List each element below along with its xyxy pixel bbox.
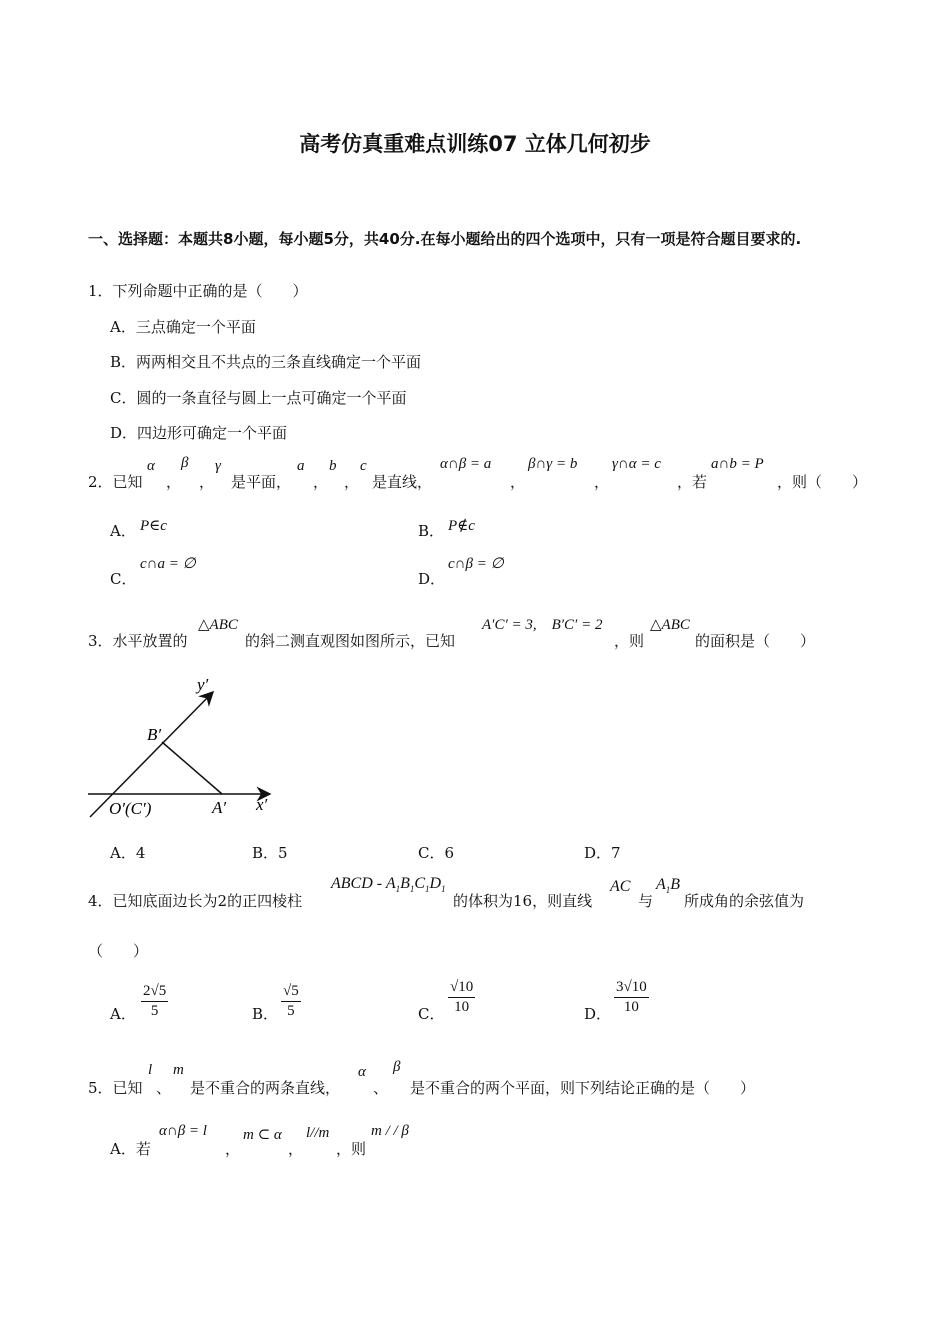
q5-option-a-label: A．若 (110, 1140, 151, 1158)
q5-dun-2: 、 (373, 1079, 389, 1097)
q3-triangle: △ABC (198, 617, 238, 633)
q2-option-a-label: A． (110, 522, 136, 540)
q5-lines: 是不重合的两条直线， (190, 1079, 341, 1097)
q2-sep-3: ， (313, 473, 329, 491)
q1-stem: 1．下列命题中正确的是（ ） (88, 282, 308, 300)
q5-option-a-cond-2: m ⊂ α (243, 1127, 282, 1143)
q3-condition: A′C′ = 3, B′C′ = 2 (482, 617, 603, 633)
q4-paren: （ ） (88, 942, 149, 960)
q4-option-a-fraction: $\frac{2√5}{5}$ (143, 983, 167, 1019)
q4-suffix: 所成角的余弦值为 (684, 892, 805, 910)
q4-line-ac: AC (610, 878, 631, 895)
q5-comma-2: ， (288, 1140, 304, 1158)
q5-option-a-cond-3: l//m (306, 1125, 330, 1141)
q3-prefix: 3．水平放置的 (88, 632, 188, 650)
q2-eq1: α∩β = a (440, 456, 492, 472)
section-heading: 一、选择题：本题共8小题，每小题5分，共40分.在每小题给出的四个选项中，只有一项是符合题目要求的. (88, 230, 802, 248)
q5-beta: β (393, 1059, 401, 1075)
q3-option-c: C．6 (418, 844, 455, 862)
q3-oblique-figure (80, 670, 280, 830)
q2-option-b-label: B． (418, 522, 445, 540)
q2-eq2: β∩γ = b (528, 456, 578, 472)
q2-sep-5: ， (510, 473, 526, 491)
q2-sep-2: ， (199, 473, 215, 491)
q5-dun-1: 、 (156, 1079, 172, 1097)
q4-option-b-fraction: $\frac{√5}{5}$ (283, 983, 299, 1019)
q2-c: c (360, 458, 367, 474)
q3-middle: 的斜二测直观图如图所示，已知 (245, 632, 456, 650)
q5-option-a-cond-1: α∩β = l (159, 1123, 207, 1139)
q5-prefix: 5．已知 (88, 1079, 143, 1097)
q4-option-c-label: C． (418, 1005, 445, 1023)
q4-and: 与 (638, 892, 654, 910)
q3-option-a: A．4 (110, 844, 146, 862)
q2-option-b-math: P∉c (448, 518, 475, 534)
q2-then: ，则（ ） (777, 473, 868, 491)
label-point-b: B′ (147, 725, 162, 744)
q2-option-c-label: C． (110, 570, 137, 588)
q2-b: b (329, 458, 337, 474)
q2-sep-6: ， (594, 473, 610, 491)
q2-gamma: γ (215, 458, 221, 474)
label-y-axis: y′ (197, 675, 209, 694)
q2-sep-4: ， (344, 473, 360, 491)
q3-option-b: B．5 (252, 844, 288, 862)
q4-prefix: 4．已知底面边长为2的正四棱柱 (88, 892, 303, 910)
q3-triangle-2: △ABC (650, 617, 690, 633)
q1-option-a: A．三点确定一个平面 (110, 318, 256, 336)
q2-option-a-math: P∈c (140, 518, 167, 534)
q2-alpha: α (147, 458, 155, 474)
label-point-a: A′ (212, 798, 227, 817)
q2-planes: 是平面， (231, 473, 292, 491)
q2-sep-1: ， (166, 473, 182, 491)
label-point-o: O′(C′) (109, 799, 152, 818)
page-title: 高考仿真重难点训练07 立体几何初步 (299, 132, 651, 156)
q2-a: a (297, 458, 305, 474)
q5-alpha: α (358, 1064, 366, 1080)
q1-option-d: D．四边形可确定一个平面 (110, 424, 288, 442)
q2-prefix: 2．已知 (88, 473, 143, 491)
q5-comma-1: ， (225, 1140, 241, 1158)
q2-option-d-label: D． (418, 570, 446, 588)
q4-option-b-label: B． (252, 1005, 279, 1023)
q4-option-a-label: A． (110, 1005, 136, 1023)
q4-prism: ABCD - $A_1B_1C_1D_1$ (331, 875, 446, 895)
q4-line-a1b: $A_1B$ (656, 876, 681, 896)
q4-option-d-fraction: $\frac{3√10}{10}$ (616, 979, 647, 1015)
q2-if: ，若 (677, 473, 708, 491)
q4-middle: 的体积为16，则直线 (453, 892, 593, 910)
q2-lines: 是直线， (372, 473, 433, 491)
q5-l: l (148, 1062, 153, 1078)
q2-eq4: a∩b = P (711, 456, 764, 472)
q5-option-a-conclusion: m / / β (371, 1123, 409, 1139)
segment-b-a (162, 742, 222, 794)
q5-m: m (173, 1062, 184, 1078)
q3-then: ，则 (614, 632, 645, 650)
q3-option-d: D．7 (584, 844, 621, 862)
q2-option-c-math: c∩a = ∅ (140, 556, 196, 572)
q2-beta: β (181, 455, 189, 471)
label-x-axis: x′ (256, 795, 268, 814)
q2-eq3: γ∩α = c (612, 456, 661, 472)
q5-planes: 是不重合的两个平面，则下列结论正确的是（ ） (410, 1079, 756, 1097)
q4-option-d-label: D． (584, 1005, 612, 1023)
q1-option-c: C．圆的一条直径与圆上一点可确定一个平面 (110, 389, 407, 407)
q2-option-d-math: c∩β = ∅ (448, 556, 504, 572)
q1-option-b: B．两两相交且不共点的三条直线确定一个平面 (110, 353, 422, 371)
q4-option-c-fraction: $\frac{√10}{10}$ (450, 979, 474, 1015)
q5-then: ，则 (336, 1140, 367, 1158)
q3-suffix: 的面积是（ ） (695, 632, 816, 650)
